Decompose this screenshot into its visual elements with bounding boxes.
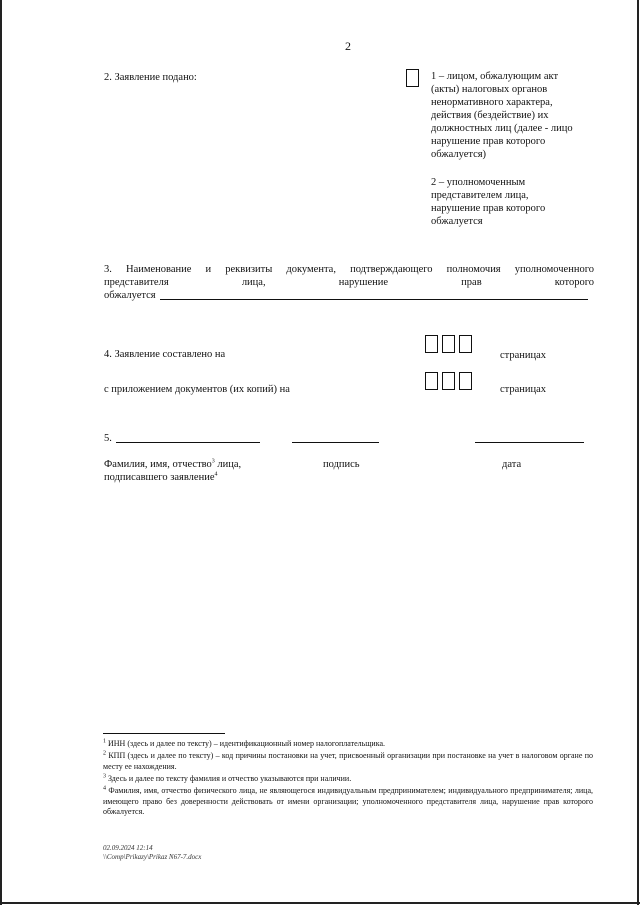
option1-line: 1 – лицом, обжалующим акт xyxy=(431,71,559,82)
option2-line: 2 – уполномоченным xyxy=(431,177,526,188)
section3-line3: обжалуется xyxy=(104,290,156,301)
fio-caption-suffix: лица, xyxy=(214,459,242,470)
signature-caption: подпись xyxy=(323,459,360,470)
section3-line1: 3. Наименование и реквизиты документа, подтверждающего полномочия уполномоченного xyxy=(104,264,594,275)
stamp-path: \\Comp\Prikazy\Prikaz N67-7.docx xyxy=(103,853,202,861)
page-number: 2 xyxy=(345,39,351,53)
attachments-pages-label: страницах xyxy=(500,384,547,395)
footnote-4 xyxy=(103,786,593,818)
representative-document-field[interactable] xyxy=(160,299,588,300)
option1-text xyxy=(431,70,591,161)
pages-digit-box[interactable] xyxy=(442,335,455,353)
footnote-number: 4 xyxy=(103,785,106,792)
option1-line: действия (бездействие) их xyxy=(431,110,549,121)
fio-field[interactable] xyxy=(116,442,260,443)
pages-digit-box[interactable] xyxy=(425,335,438,353)
option2-line: представителем лица, xyxy=(431,190,529,201)
section2-label: 2. Заявление подано: xyxy=(104,72,197,83)
footnote-3 xyxy=(103,774,593,785)
pages-label: страницах xyxy=(500,350,547,361)
option1-line: должностных лиц (далее - лицо xyxy=(431,123,573,134)
page-right-edge xyxy=(637,0,639,905)
footnote-1 xyxy=(103,739,593,750)
option2-text xyxy=(431,176,591,228)
page-left-edge xyxy=(0,0,2,905)
signer-footnote-ref: 4 xyxy=(214,471,218,478)
fio-caption-text: Фамилия, имя, отчество xyxy=(104,459,212,470)
fio-caption xyxy=(104,458,241,484)
footnote-separator xyxy=(103,733,225,734)
footnote-text: ИНН (здесь и далее по тексту) – идентификационный номер налогоплательщика. xyxy=(106,739,386,748)
stamp-timestamp: 02.09.2024 12:14 xyxy=(103,844,153,852)
signature-field[interactable] xyxy=(292,442,379,443)
section3-line2: представителя лица, нарушение прав которого xyxy=(104,277,594,288)
footnote-2 xyxy=(103,751,593,772)
attachments-digit-box[interactable] xyxy=(459,372,472,390)
fio-footnote-ref: 3 xyxy=(211,458,215,465)
footnote-number: 1 xyxy=(103,738,106,745)
footnote-text: КПП (здесь и далее по тексту) – код причины постановки на учет, присвоенный организации при постановке на учет в налоговом органе по месту ее нахождения. xyxy=(103,751,593,771)
date-field[interactable] xyxy=(475,442,584,443)
pages-digit-box[interactable] xyxy=(459,335,472,353)
option1-line: (акты) налоговых органов xyxy=(431,84,548,95)
fio-caption-line2: подписавшего заявление xyxy=(104,472,215,483)
attachments-digit-box[interactable] xyxy=(425,372,438,390)
attachments-digit-box[interactable] xyxy=(442,372,455,390)
option1-line: ненормативного характера, xyxy=(431,97,553,108)
option1-line: обжалуется) xyxy=(431,149,487,160)
footnote-text: Фамилия, имя, отчество физического лица, не являющегося индивидуальным предпринимателем; индивидуального предпринимателя; лица, имеющего право без доверенности действовать от имени организации; уполномоченного представителя лица, нарушение прав которого обжалуется. xyxy=(103,786,593,816)
date-caption: дата xyxy=(502,459,522,470)
section5-label: 5. xyxy=(104,433,112,444)
file-stamp xyxy=(103,844,201,862)
page-bottom-edge xyxy=(0,902,640,904)
option2-line: нарушение прав которого xyxy=(431,203,546,214)
footnote-number: 3 xyxy=(103,773,106,780)
option-checkbox[interactable] xyxy=(406,69,419,87)
attachments-label: с приложением документов (их копий) на xyxy=(104,384,290,395)
section4-label: 4. Заявление составлено на xyxy=(104,349,226,360)
option1-line: нарушение прав которого xyxy=(431,136,546,147)
footnote-number: 2 xyxy=(103,750,106,757)
option2-line: обжалуется xyxy=(431,216,483,227)
footnote-text: Здесь и далее по тексту фамилия и отчество указываются при наличии. xyxy=(106,774,352,783)
